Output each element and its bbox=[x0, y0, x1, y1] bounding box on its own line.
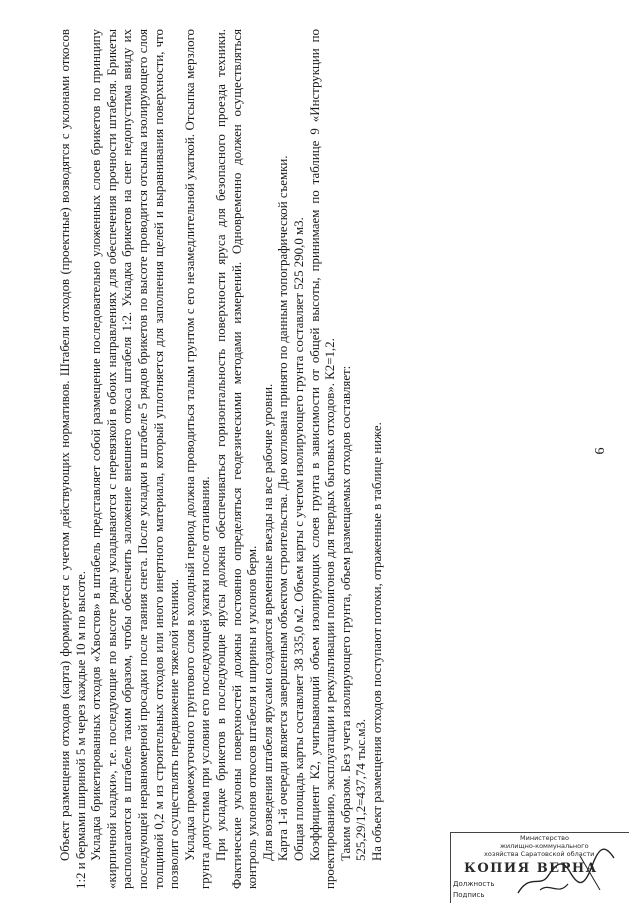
stamp-signature-label: Подпись bbox=[453, 891, 485, 899]
paragraph: Карта 1-й очереди является завершенным объектом строительства. Дно котлована принято по данным топографической съемки. bbox=[276, 155, 291, 861]
paragraph: Таким образом. Без учета изолирующего грунта, объем размещаемых отходов составляет: bbox=[338, 365, 353, 861]
paragraph: Объект размещения отходов (карта) формируется с учетом действующих нормативов. Штабели отходов (проектные) возводятся с уклонами откосов 1:2 и бермами шириной 5 м через каждые 10 м по высоте. bbox=[58, 29, 88, 889]
stamp-org-line: хозяйства Саратовской области bbox=[484, 850, 595, 858]
body-text bbox=[58, 29, 385, 889]
paragraph: Укладка промежуточного грунтового слоя в холодный период должна проводиться талым грунтом с его незамедлительной укаткой. Отсыпка мерзлого грунта допустима при условии его последующей укатки после оттаивания. bbox=[182, 29, 213, 889]
stamp-org-line: жилищно-коммунального bbox=[500, 842, 589, 850]
paragraph: На объект размещения отходов поступают потоки, отраженные в таблице ниже. bbox=[369, 422, 384, 861]
signature-mark bbox=[510, 838, 620, 900]
paragraph: Укладка брикетированных отходов «Хвостов» в штабель представляет собой размещение последовательно уложенных слоев брикетов по принципу «кирпичной кладки», т.е. последующие по высоте ряды укладываются с перевязкой в обоих направлениях для обеспечения прочности штабеля. Брикеты располагаются в штабеле таким образом, чтобы обеспечить заложение внешнего откоса штабеля 1:2. Укладка брикетов на снег недопустима ввиду их последующей неравномерной просадки после таяния снега. После укладки в штабеле 5 рядов брикетов по высоте проводится отсыпка изолирующего слоя толщиной 0,2 м из строительных отходов или иного инертного материала, который уплотняется для заполнения щелей и выравнивания поверхности, что позволит осуществлять передвижение тяжелой техники. bbox=[89, 29, 182, 889]
stamp-position-label: Должность bbox=[453, 880, 495, 888]
paragraph: Для возведения штабеля ярусами создаются временные въезды на все рабочие уровни. bbox=[260, 383, 275, 861]
stamp-org-line: Министерство bbox=[520, 834, 569, 842]
paragraph: Коэффициент К2, учитывающий объем изолирующих слоев грунта в зависимости от общей высоты, принимаем по таблице 9 «Инструкции по проектированию, эксплуатации и рекультивации полигонов для твердых бытовых отходов». К2=1,2. bbox=[307, 29, 338, 889]
paragraph: Общая площадь карты составляет 38 335,0 м2. Объем карты с учетом изолирующего грунта составляет 525 290,0 м3. bbox=[291, 217, 306, 861]
stamp-copy-text: КОПИЯ ВЕРНА bbox=[464, 861, 598, 876]
paragraph: 525,29/1,2=437,74 тыс.м3. bbox=[354, 718, 369, 861]
paragraph: При укладке брикетов в последующие ярусы должна обеспечиваться горизонтальность поверхности яруса для безопасного проезда техники. Фактические уклоны поверхностей должны постоянно определяться геодезическими методами измерений. Одновременно должен осуществляться контроль уклонов откосов штабеля и ширины и уклонов берм. bbox=[213, 29, 260, 889]
copy-stamp bbox=[450, 832, 628, 902]
page-number: 6 bbox=[593, 447, 608, 455]
